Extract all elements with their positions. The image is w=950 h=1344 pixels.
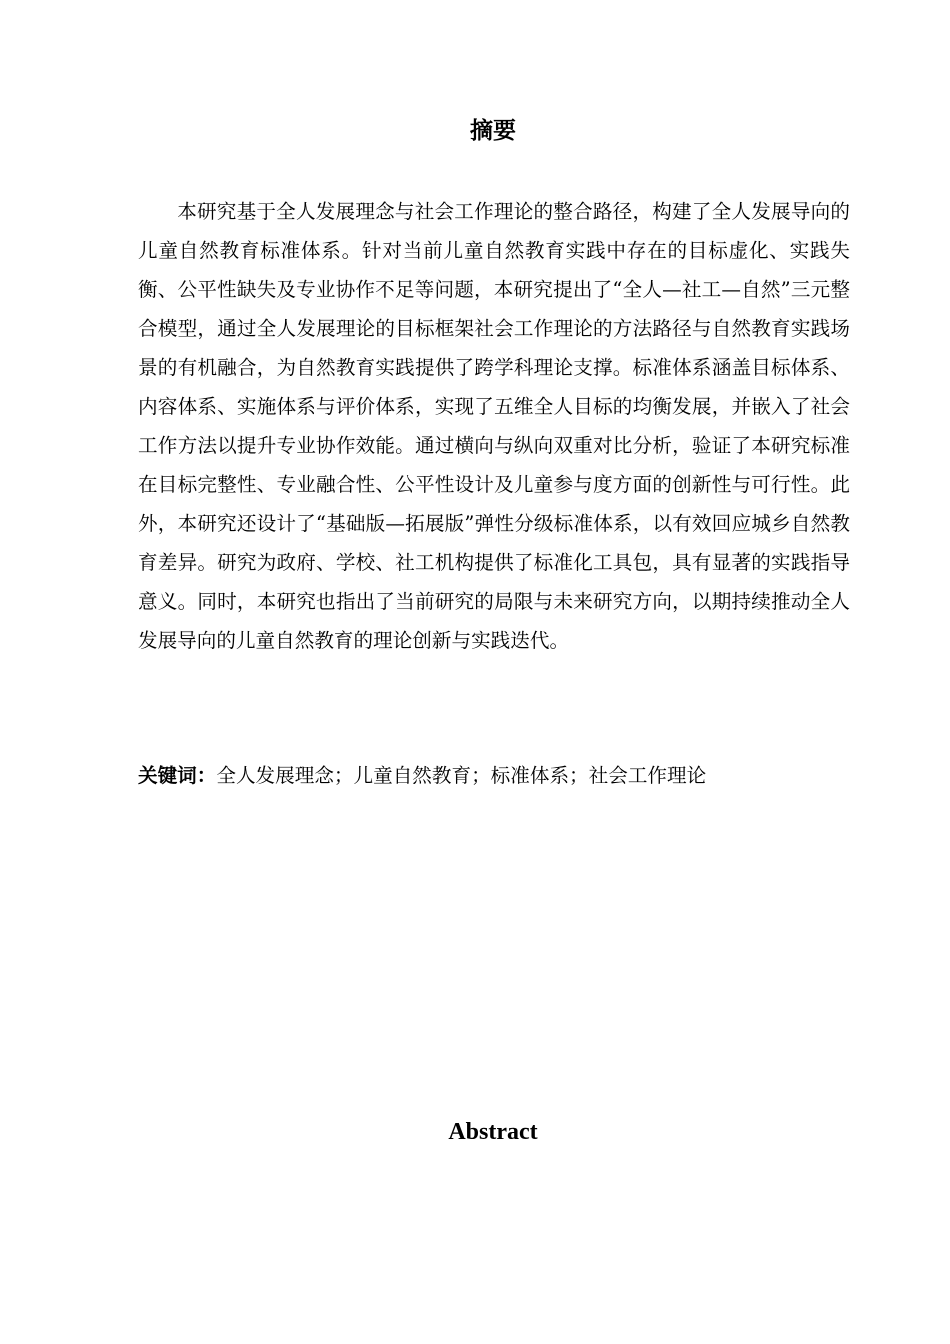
abstract-cn-heading: 摘要	[470, 118, 516, 144]
keywords-label: 关键词：	[138, 764, 217, 787]
keywords-line	[138, 756, 850, 795]
keywords-text: 全人发展理念；儿童自然教育；标准体系；社会工作理论	[216, 764, 707, 787]
abstract-cn-body: 本研究基于全人发展理念与社会工作理论的整合路径，构建了全人发展导向的儿童自然教育标准体系。针对当前儿童自然教育实践中存在的目标虚化、实践失衡、公平性缺失及专业协作不足等问题，本研究提出了“全人—社工—自然”三元整合模型，通过全人发展理论的目标框架社会工作理论的方法路径与自然教育实践场景的有机融合，为自然教育实践提供了跨学科理论支撑。标准体系涵盖目标体系、内容体系、实施体系与评价体系，实现了五维全人目标的均衡发展，并嵌入了社会工作方法以提升专业协作效能。通过横向与纵向双重对比分析，验证了本研究标准在目标完整性、专业融合性、公平性设计及儿童参与度方面的创新性与可行性。此外，本研究还设计了“基础版—拓展版”弹性分级标准体系，以有效回应城乡自然教育差异。研究为政府、学校、社工机构提供了标准化工具包，具有显著的实践指导意义。同时，本研究也指出了当前研究的局限与未来研究方向，以期持续推动全人发展导向的儿童自然教育的理论创新与实践迭代。	[138, 200, 850, 652]
abstract-en-heading: Abstract	[448, 1119, 538, 1145]
